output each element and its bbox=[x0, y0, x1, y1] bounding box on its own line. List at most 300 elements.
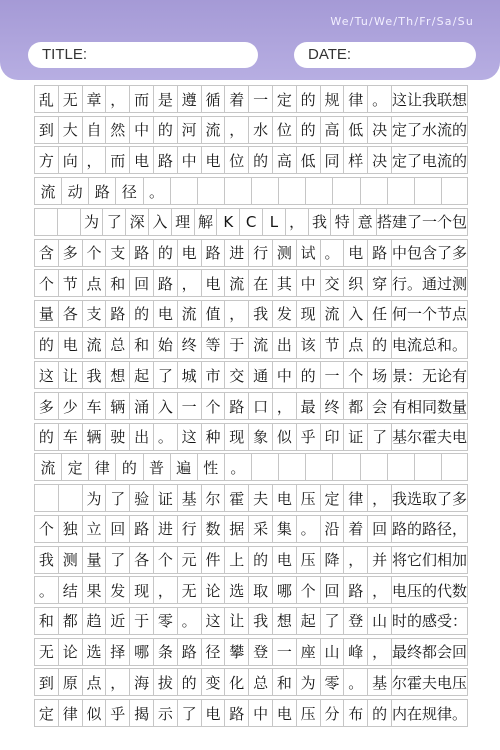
grid-cell: 而 bbox=[105, 146, 129, 174]
grid-row bbox=[34, 208, 468, 236]
grid-cell: ， bbox=[105, 85, 129, 113]
grid-cell: 无 bbox=[177, 576, 201, 604]
grid-cell: 路 bbox=[153, 269, 177, 297]
grid-cell: 揭 bbox=[129, 699, 153, 727]
grid-cell: 数 bbox=[201, 515, 225, 543]
grid-row bbox=[34, 85, 468, 113]
grid-cell: 量 bbox=[82, 546, 106, 574]
grid-cell: 穿 bbox=[367, 269, 391, 297]
grid-cell bbox=[278, 177, 305, 205]
grid-cell: 水 bbox=[248, 116, 272, 144]
grid-row bbox=[34, 269, 468, 297]
grid-cell: 这 bbox=[201, 607, 225, 635]
grid-row bbox=[34, 576, 468, 604]
grid-cell: 值 bbox=[201, 300, 225, 328]
grid-cell: 零 bbox=[320, 668, 344, 696]
grid-cell: 这 bbox=[34, 361, 58, 389]
grid-cell: 于 bbox=[129, 607, 153, 635]
grid-cell: 定 bbox=[320, 484, 344, 512]
grid-cell: 规 bbox=[320, 85, 344, 113]
grid-cell: 压 bbox=[296, 546, 320, 574]
grid-row bbox=[34, 177, 468, 205]
grid-cell: 选 bbox=[82, 638, 106, 666]
grid-cell: 都 bbox=[58, 607, 82, 635]
grid-cell: 中 bbox=[296, 269, 320, 297]
grid-row bbox=[34, 331, 468, 359]
grid-cell: 让 bbox=[224, 607, 248, 635]
grid-cell: 动 bbox=[61, 177, 88, 205]
grid-cell: 定了电流的 bbox=[391, 146, 468, 174]
grid-cell: 基 bbox=[177, 484, 201, 512]
grid-cell: 流 bbox=[201, 116, 225, 144]
grid-cell: 的 bbox=[177, 668, 201, 696]
grid-cell: 高 bbox=[272, 146, 296, 174]
grid-cell: 的 bbox=[34, 331, 58, 359]
grid-cell: 试 bbox=[296, 239, 320, 267]
grid-cell: 了 bbox=[105, 484, 129, 512]
grid-cell: ， bbox=[177, 269, 201, 297]
grid-cell: 原 bbox=[58, 668, 82, 696]
grid-cell: 到 bbox=[34, 116, 58, 144]
grid-cell: 的 bbox=[296, 85, 320, 113]
grid-cell: 路 bbox=[153, 146, 177, 174]
grid-cell: 流 bbox=[320, 300, 344, 328]
grid-cell: 遍 bbox=[170, 453, 197, 481]
grid-cell bbox=[278, 453, 305, 481]
grid-row bbox=[34, 699, 468, 727]
grid-cell: 这让我联想 bbox=[391, 85, 468, 113]
grid-cell: 驶 bbox=[105, 423, 129, 451]
grid-cell: 个 bbox=[153, 546, 177, 574]
grid-cell: 低 bbox=[296, 146, 320, 174]
grid-cell: 路 bbox=[367, 239, 391, 267]
grid-row bbox=[34, 668, 468, 696]
grid-cell bbox=[251, 453, 278, 481]
grid-cell: K bbox=[216, 208, 239, 236]
grid-cell: 向 bbox=[58, 146, 82, 174]
grid-cell: 多 bbox=[34, 392, 58, 420]
grid-cell: 口 bbox=[248, 392, 272, 420]
grid-cell: 低 bbox=[343, 116, 367, 144]
grid-cell: 座 bbox=[296, 638, 320, 666]
grid-cell: 总 bbox=[105, 331, 129, 359]
grid-cell: L bbox=[262, 208, 285, 236]
grid-cell: 于 bbox=[224, 331, 248, 359]
grid-cell: 特 bbox=[330, 208, 353, 236]
grid-cell: 流 bbox=[34, 177, 61, 205]
grid-cell: 的 bbox=[153, 239, 177, 267]
grid-cell: 了 bbox=[102, 208, 125, 236]
grid-cell: 条 bbox=[153, 638, 177, 666]
grid-cell: 了 bbox=[153, 361, 177, 389]
grid-cell: 其 bbox=[272, 269, 296, 297]
grid-cell: 多 bbox=[58, 239, 82, 267]
grid-cell: ， bbox=[367, 484, 391, 512]
grid-cell: 似 bbox=[82, 699, 106, 727]
grid-cell: 入 bbox=[153, 392, 177, 420]
grid-row bbox=[34, 638, 468, 666]
grid-cell: 搭建了一个包 bbox=[376, 208, 468, 236]
grid-cell: 流 bbox=[248, 331, 272, 359]
grid-cell: 。 bbox=[343, 668, 367, 696]
grid-cell: 示 bbox=[153, 699, 177, 727]
grid-cell: 时的感受： bbox=[391, 607, 468, 635]
grid-cell bbox=[224, 177, 251, 205]
grid-cell: 总 bbox=[248, 668, 272, 696]
grid-cell: 。 bbox=[153, 423, 177, 451]
grid-cell: 乱 bbox=[34, 85, 58, 113]
grid-cell: 起 bbox=[296, 607, 320, 635]
grid-row bbox=[34, 116, 468, 144]
grid-row bbox=[34, 515, 468, 543]
grid-cell: 将它们相加 bbox=[391, 546, 468, 574]
grid-cell: 律 bbox=[343, 484, 367, 512]
grid-row bbox=[34, 361, 468, 389]
grid-cell: 终 bbox=[177, 331, 201, 359]
grid-cell: 解 bbox=[194, 208, 217, 236]
grid-cell: 律 bbox=[343, 85, 367, 113]
grid-cell: 出 bbox=[129, 423, 153, 451]
grid-cell: ， bbox=[343, 546, 367, 574]
grid-cell: 路 bbox=[105, 300, 129, 328]
grid-row bbox=[34, 239, 468, 267]
grid-cell: 节 bbox=[58, 269, 82, 297]
grid-cell: C bbox=[239, 208, 262, 236]
title-field[interactable]: TITLE: bbox=[28, 42, 258, 68]
grid-cell: 为 bbox=[82, 484, 106, 512]
grid-cell: 决 bbox=[367, 146, 391, 174]
grid-cell: 件 bbox=[201, 546, 225, 574]
grid-cell: 进 bbox=[224, 239, 248, 267]
grid-cell: 电 bbox=[153, 300, 177, 328]
grid-cell: 通 bbox=[248, 361, 272, 389]
grid-cell: 都 bbox=[343, 392, 367, 420]
grid-cell: 和 bbox=[34, 607, 58, 635]
grid-cell: 现 bbox=[224, 423, 248, 451]
grid-row bbox=[34, 546, 468, 574]
grid-cell: 含 bbox=[34, 239, 58, 267]
grid-cell: 行 bbox=[248, 239, 272, 267]
grid-cell: ， bbox=[153, 576, 177, 604]
grid-cell: 。 bbox=[320, 239, 344, 267]
grid-cell: 理 bbox=[171, 208, 194, 236]
grid-cell: 结 bbox=[58, 576, 82, 604]
grid-cell: 的 bbox=[115, 453, 142, 481]
grid-row bbox=[34, 392, 468, 420]
grid-cell: 证 bbox=[153, 484, 177, 512]
grid-cell: 霍 bbox=[224, 484, 248, 512]
grid-cell: 证 bbox=[343, 423, 367, 451]
grid-cell: 我 bbox=[248, 300, 272, 328]
grid-cell: 路 bbox=[129, 515, 153, 543]
grid-cell: 登 bbox=[343, 607, 367, 635]
grid-cell: 路 bbox=[224, 699, 248, 727]
grid-cell: 种 bbox=[201, 423, 225, 451]
grid-cell: 入 bbox=[343, 300, 367, 328]
grid-cell: 终 bbox=[320, 392, 344, 420]
grid-cell: 和 bbox=[129, 331, 153, 359]
grid-cell bbox=[34, 208, 57, 236]
grid-cell: 路的路径， bbox=[391, 515, 468, 543]
grid-cell: 自 bbox=[82, 116, 106, 144]
grid-cell: ， bbox=[285, 208, 308, 236]
grid-cell: 电 bbox=[272, 699, 296, 727]
grid-cell: 的 bbox=[34, 423, 58, 451]
grid-cell: 取 bbox=[248, 576, 272, 604]
grid-cell bbox=[305, 177, 332, 205]
grid-cell bbox=[332, 453, 359, 481]
grid-cell: 交 bbox=[320, 269, 344, 297]
grid-cell: 哪 bbox=[129, 638, 153, 666]
grid-cell: 行 bbox=[177, 515, 201, 543]
grid-cell: 一 bbox=[248, 85, 272, 113]
grid-cell: 的 bbox=[296, 116, 320, 144]
grid-cell: 印 bbox=[320, 423, 344, 451]
grid-cell: 电流总和。 bbox=[391, 331, 468, 359]
grid-cell: 山 bbox=[320, 638, 344, 666]
grid-cell: 电 bbox=[177, 239, 201, 267]
grid-cell: 无 bbox=[58, 85, 82, 113]
grid-cell: 交 bbox=[224, 361, 248, 389]
grid-cell: 立 bbox=[82, 515, 106, 543]
grid-cell bbox=[34, 484, 58, 512]
grid-cell: 径 bbox=[115, 177, 142, 205]
grid-cell: 个 bbox=[343, 361, 367, 389]
grid-cell: 入 bbox=[148, 208, 171, 236]
grid-cell: 登 bbox=[248, 638, 272, 666]
grid-cell: 有相同数量 bbox=[391, 392, 468, 420]
grid-cell: 论 bbox=[201, 576, 225, 604]
grid-cell: 意 bbox=[353, 208, 376, 236]
grid-cell: 出 bbox=[272, 331, 296, 359]
grid-cell bbox=[414, 177, 441, 205]
grid-cell: 发 bbox=[272, 300, 296, 328]
grid-cell: 深 bbox=[125, 208, 148, 236]
grid-cell: ， bbox=[224, 300, 248, 328]
grid-cell: 峰 bbox=[343, 638, 367, 666]
grid-cell: 普 bbox=[143, 453, 170, 481]
grid-cell: 零 bbox=[153, 607, 177, 635]
grid-cell: 和 bbox=[272, 668, 296, 696]
grid-cell: 测 bbox=[58, 546, 82, 574]
grid-cell: 压 bbox=[296, 484, 320, 512]
grid-cell: 降 bbox=[320, 546, 344, 574]
grid-cell: 。 bbox=[177, 607, 201, 635]
grid-cell: 我 bbox=[248, 607, 272, 635]
grid-cell: 点 bbox=[343, 331, 367, 359]
grid-cell: 乎 bbox=[105, 699, 129, 727]
grid-cell: 电 bbox=[343, 239, 367, 267]
grid-cell bbox=[441, 177, 468, 205]
grid-cell: 该 bbox=[296, 331, 320, 359]
grid-cell: 河 bbox=[177, 116, 201, 144]
grid-cell: 车 bbox=[82, 392, 106, 420]
grid-cell: 辆 bbox=[105, 392, 129, 420]
grid-cell: 在 bbox=[248, 269, 272, 297]
grid-cell: 。 bbox=[34, 576, 58, 604]
grid-cell: 。 bbox=[296, 515, 320, 543]
grid-cell: 支 bbox=[105, 239, 129, 267]
grid-cell bbox=[441, 453, 468, 481]
grid-cell: 的 bbox=[153, 116, 177, 144]
grid-cell: 各 bbox=[58, 300, 82, 328]
grid-cell: 择 bbox=[105, 638, 129, 666]
grid-cell: 夫 bbox=[248, 484, 272, 512]
grid-cell: 据 bbox=[224, 515, 248, 543]
grid-cell: 电 bbox=[201, 146, 225, 174]
grid-cell: 中 bbox=[177, 146, 201, 174]
grid-row bbox=[34, 146, 468, 174]
grid-cell: 回 bbox=[105, 515, 129, 543]
grid-cell: 织 bbox=[343, 269, 367, 297]
grid-cell: 各 bbox=[129, 546, 153, 574]
grid-cell: 发 bbox=[105, 576, 129, 604]
weekday-labels: We/Tu/We/Th/Fr/Sa/Su bbox=[330, 15, 474, 28]
grid-cell: 大 bbox=[58, 116, 82, 144]
grid-cell: 乎 bbox=[296, 423, 320, 451]
grid-cell: 辆 bbox=[82, 423, 106, 451]
grid-row bbox=[34, 607, 468, 635]
grid-cell: 为 bbox=[80, 208, 103, 236]
grid-cell: 流 bbox=[177, 300, 201, 328]
grid-cell: 了 bbox=[177, 699, 201, 727]
grid-cell: 山 bbox=[367, 607, 391, 635]
grid-cell: 基尔霍夫电 bbox=[391, 423, 468, 451]
grid-cell bbox=[170, 177, 197, 205]
grid-cell: 中 bbox=[129, 116, 153, 144]
grid-cell: 选 bbox=[224, 576, 248, 604]
grid-cell bbox=[360, 453, 387, 481]
grid-cell: 哪 bbox=[272, 576, 296, 604]
grid-cell: 决 bbox=[367, 116, 391, 144]
grid-cell: 的 bbox=[129, 300, 153, 328]
grid-cell bbox=[57, 208, 80, 236]
grid-cell: 拔 bbox=[153, 668, 177, 696]
grid-cell: 布 bbox=[343, 699, 367, 727]
grid-cell: 测 bbox=[272, 239, 296, 267]
grid-cell: 。 bbox=[143, 177, 170, 205]
grid-cell: 定 bbox=[272, 85, 296, 113]
grid-cell: 尔霍夫电压 bbox=[391, 668, 468, 696]
grid-cell: 个 bbox=[82, 239, 106, 267]
grid-cell: 起 bbox=[129, 361, 153, 389]
grid-cell: 个 bbox=[296, 576, 320, 604]
grid-cell: 何一个节点 bbox=[391, 300, 468, 328]
grid-cell: 流 bbox=[82, 331, 106, 359]
grid-cell: ， bbox=[367, 576, 391, 604]
grid-cell: 现 bbox=[129, 576, 153, 604]
grid-cell: 果 bbox=[82, 576, 106, 604]
grid-cell: 沿 bbox=[320, 515, 344, 543]
grid-cell: 了 bbox=[367, 423, 391, 451]
grid-cell bbox=[387, 453, 414, 481]
grid-cell: 和 bbox=[105, 269, 129, 297]
grid-cell: 压 bbox=[296, 699, 320, 727]
grid-cell: 回 bbox=[367, 515, 391, 543]
grid-cell: 想 bbox=[105, 361, 129, 389]
grid-cell: 行。通过测 bbox=[391, 269, 468, 297]
grid-cell: 并 bbox=[367, 546, 391, 574]
grid-cell: 我选取了多 bbox=[391, 484, 468, 512]
grid-cell: 景：无论有 bbox=[391, 361, 468, 389]
grid-cell: 点 bbox=[82, 668, 106, 696]
grid-cell: 律 bbox=[58, 699, 82, 727]
grid-row bbox=[34, 484, 468, 512]
grid-cell: ， bbox=[82, 146, 106, 174]
grid-cell: 我 bbox=[308, 208, 331, 236]
grid-cell: 尔 bbox=[201, 484, 225, 512]
grid-cell: 中 bbox=[272, 361, 296, 389]
grid-cell: 电 bbox=[58, 331, 82, 359]
grid-cell: 这 bbox=[177, 423, 201, 451]
grid-cell: 个 bbox=[34, 515, 58, 543]
grid-cell: 会 bbox=[367, 392, 391, 420]
grid-cell: 无 bbox=[34, 638, 58, 666]
grid-cell bbox=[414, 453, 441, 481]
grid-cell: 内在规律。 bbox=[391, 699, 468, 727]
grid-cell: 场 bbox=[367, 361, 391, 389]
grid-cell: 等 bbox=[201, 331, 225, 359]
grid-cell: 电 bbox=[272, 546, 296, 574]
grid-cell: 一 bbox=[272, 638, 296, 666]
grid-cell: 一 bbox=[320, 361, 344, 389]
grid-cell: 涌 bbox=[129, 392, 153, 420]
grid-cell bbox=[387, 177, 414, 205]
grid-cell: 的 bbox=[248, 546, 272, 574]
grid-cell bbox=[360, 177, 387, 205]
grid-cell: 想 bbox=[272, 607, 296, 635]
grid-cell: 定了水流的 bbox=[391, 116, 468, 144]
grid-cell: 采 bbox=[248, 515, 272, 543]
grid-cell: 似 bbox=[272, 423, 296, 451]
grid-cell: 海 bbox=[129, 668, 153, 696]
grid-cell: 定 bbox=[34, 699, 58, 727]
date-field[interactable]: DATE: bbox=[294, 42, 476, 68]
grid-cell: ， bbox=[367, 638, 391, 666]
grid-cell: 节 bbox=[320, 331, 344, 359]
grid-cell bbox=[251, 177, 278, 205]
grid-cell: 中 bbox=[248, 699, 272, 727]
grid-row bbox=[34, 423, 468, 451]
grid-cell: 电 bbox=[129, 146, 153, 174]
grid-cell: 车 bbox=[58, 423, 82, 451]
grid-cell: 近 bbox=[105, 607, 129, 635]
grid-cell: 径 bbox=[201, 638, 225, 666]
grid-cell: 个 bbox=[201, 392, 225, 420]
grid-cell: 验 bbox=[129, 484, 153, 512]
grid-cell: 集 bbox=[272, 515, 296, 543]
grid-cell: 回 bbox=[320, 576, 344, 604]
grid-cell: 位 bbox=[224, 146, 248, 174]
grid-cell: 章 bbox=[82, 85, 106, 113]
grid-cell: 着 bbox=[343, 515, 367, 543]
grid-cell: 。 bbox=[367, 85, 391, 113]
grid-cell: 的 bbox=[296, 361, 320, 389]
grid-cell: ， bbox=[272, 392, 296, 420]
grid-cell: 为 bbox=[296, 668, 320, 696]
grid-cell: 城 bbox=[177, 361, 201, 389]
grid-cell: 的 bbox=[248, 146, 272, 174]
grid-cell: 路 bbox=[177, 638, 201, 666]
grid-row bbox=[34, 453, 468, 481]
grid-cell: 我 bbox=[82, 361, 106, 389]
grid-cell: 方 bbox=[34, 146, 58, 174]
grid-cell bbox=[332, 177, 359, 205]
grid-cell: 电压的代数 bbox=[391, 576, 468, 604]
grid-cell: 点 bbox=[82, 269, 106, 297]
grid-cell: 化 bbox=[224, 668, 248, 696]
grid-cell: 的 bbox=[367, 331, 391, 359]
